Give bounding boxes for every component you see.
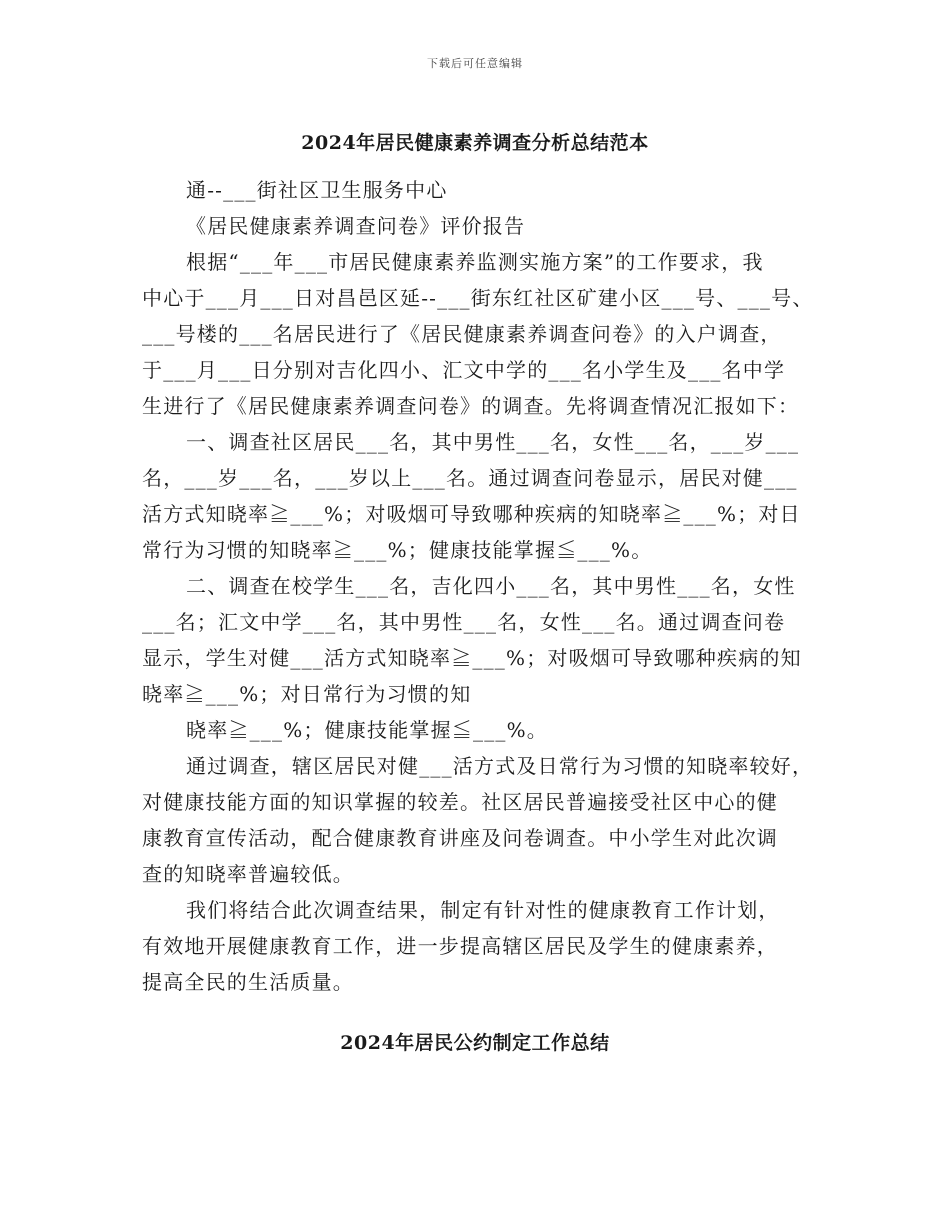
text-line: 根据“___年___市居民健康素养监测实施方案”的工作要求，我 [186, 250, 764, 274]
text-line: 晓率≧___%；对日常行为习惯的知 [142, 682, 472, 706]
text-line: 提高全民的生活质量。 [142, 970, 354, 994]
header-note: 下载后可任意编辑 [427, 57, 523, 70]
text-line: 康教育宣传活动，配合健康教育讲座及问卷调查。中小学生对此次调 [142, 826, 778, 850]
text-line: 查的知晓率普遍较低。 [142, 862, 354, 886]
document-title: 2024年居民健康素养调查分析总结范本 [301, 132, 649, 154]
text-line: 显示，学生对健___活方式知晓率≧___%；对吸烟可导致哪种疾病的知 [142, 646, 802, 670]
text-line: ___号楼的___名居民进行了《居民健康素养调查问卷》的入户调查， [142, 322, 782, 346]
text-line: 二、调查在校学生___名，吉化四小___名，其中男性___名，女性 [186, 574, 796, 598]
text-line: 通过调查，辖区居民对健___活方式及日常行为习惯的知晓率较好， [186, 754, 814, 778]
text-line: 晓率≧___%；健康技能掌握≦___%。 [186, 718, 549, 742]
text-line: 一、调查社区居民___名，其中男性___名，女性___名，___岁___ [186, 430, 800, 454]
text-line: 常行为习惯的知晓率≧___%；健康技能掌握≦___%。 [142, 538, 653, 562]
text-line: 有效地开展健康教育工作，进一步提高辖区居民及学生的健康素养， [142, 934, 778, 958]
text-line: 通--___街社区卫生服务中心 [186, 178, 448, 202]
text-line: 名，___岁___名，___岁以上___名。通过调查问卷显示，居民对健___ [142, 466, 798, 490]
text-line: 生进行了《居民健康素养调查问卷》的调查。先将调查情况汇报如下： [142, 394, 800, 418]
next-section-title: 2024年居民公约制定工作总结 [340, 1032, 610, 1054]
text-line: 我们将结合此次调查结果，制定有针对性的健康教育工作计划， [186, 898, 780, 922]
text-line: 中心于___月___日对昌邑区延--___街东红社区矿建小区___号、___号、 [142, 286, 814, 310]
text-line: 《居民健康素养调查问卷》评价报告 [186, 214, 526, 238]
document-body [142, 172, 822, 1000]
text-line: 于___月___日分别对吉化四小、汇文中学的___名小学生及___名中学 [142, 358, 786, 382]
text-line: 活方式知晓率≧___%；对吸烟可导致哪种疾病的知晓率≧___%；对日 [142, 502, 801, 526]
text-line: 对健康技能方面的知识掌握的较差。社区居民普遍接受社区中心的健 [142, 790, 778, 814]
text-line: ___名；汇文中学___名，其中男性___名，女性___名。通过调查问卷 [142, 610, 786, 634]
